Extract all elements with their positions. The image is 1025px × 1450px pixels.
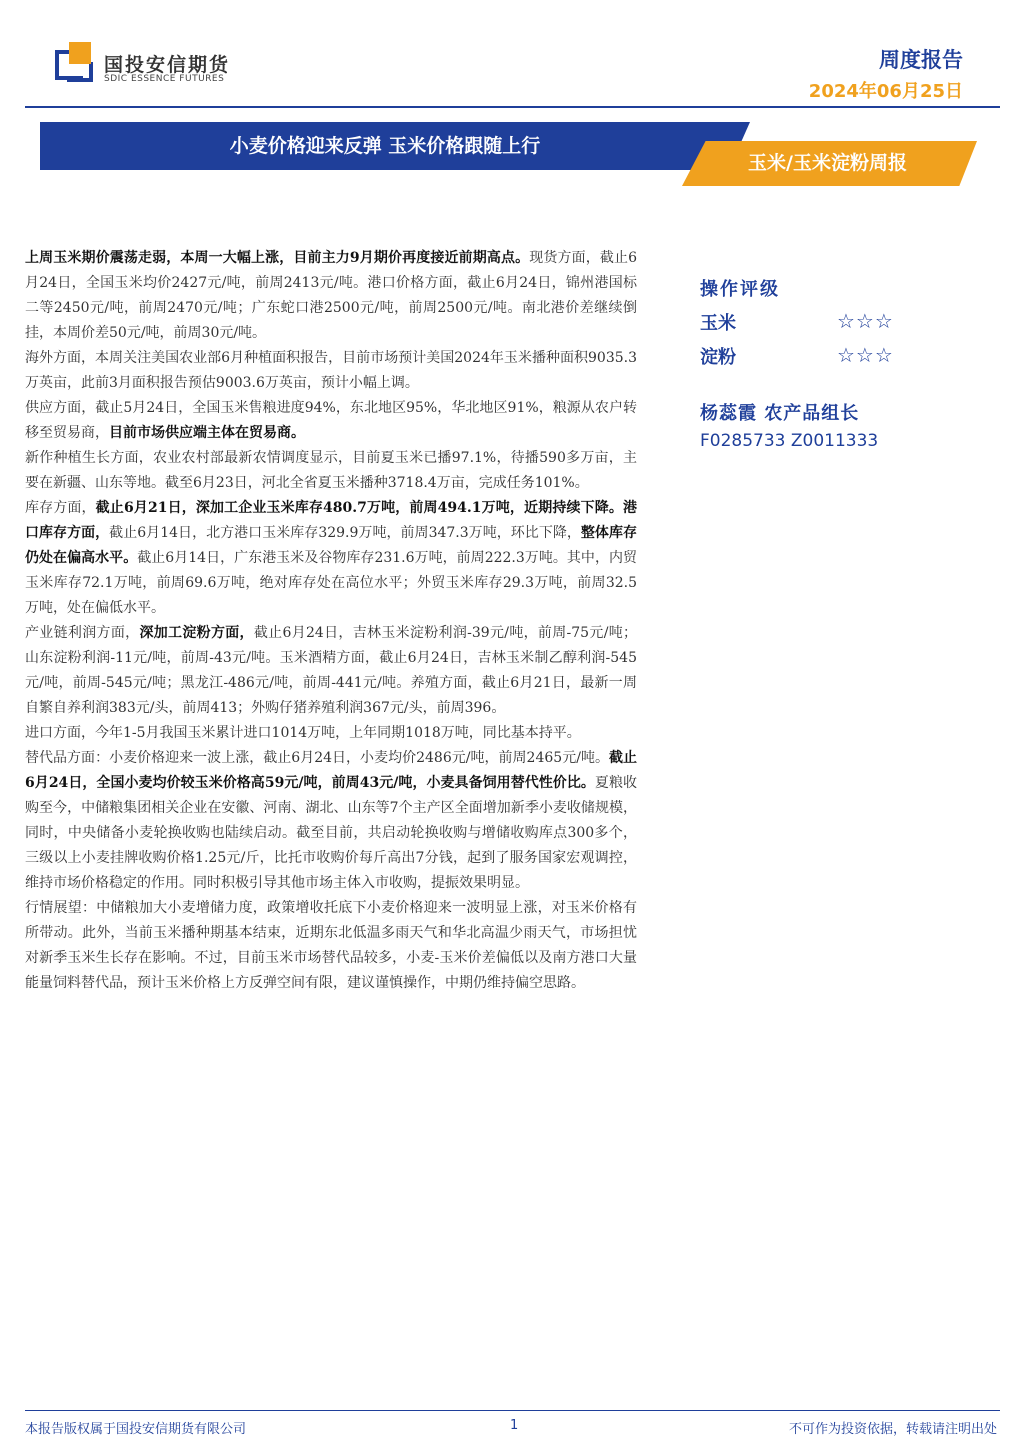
star-rating-icon: ☆☆☆ [837, 343, 894, 367]
company-logo [55, 42, 95, 82]
rating-name: 淀粉 [700, 347, 736, 368]
footer-disclaimer: 不可作为投资依据，转载请注明出处 [788, 1422, 997, 1437]
text-segment: 截止6月14日，广东港玉米及谷物库存231.6万吨，前周222.3万吨。其中，内贸玉米库存72.1万吨，前周69.6万吨，绝对库存处在高位水平；外贸玉米库存29.3万吨，前周32.5万吨，处在偏低水平。 [25, 550, 637, 616]
body-paragraph [25, 496, 637, 621]
body-paragraph [25, 896, 637, 996]
rating-row [700, 343, 960, 377]
text-segment: 供应方面，截止5月24日，全国玉米售粮进度94%，东北地区95%，华北地区91%，粮源从农户转移至贸易商， [25, 400, 637, 441]
body-paragraph [25, 346, 637, 396]
bold-text: 上周玉米期价震荡走弱，本周一大幅上涨，目前主力9月期价再度接近前期高点。 [25, 250, 530, 266]
bold-text: 截止6月21日，深加工企业玉米库存480.7万吨，前周494.1万吨，近期持续下降。港口库存方面， [25, 500, 637, 541]
rating-name: 玉米 [700, 313, 736, 334]
report-subtitle: 玉米/玉米淀粉周报 [748, 152, 907, 174]
bold-text: 目前市场供应端主体在贸易商。 [109, 425, 305, 441]
footer-copyright: 本报告版权属于国投安信期货有限公司 [25, 1422, 247, 1437]
body-paragraph [25, 721, 637, 746]
text-segment: 现货方面，截止6月24日，全国玉米均价2427元/吨，前周2413元/吨。港口价格方面，截止6月24日，锦州港国标二等2450元/吨，前周2470元/吨；广东蛇口港2500元/吨，前周2500元/吨。南北港价差继续倒挂，本周价差50元/吨，前周30元/吨。 [25, 250, 637, 341]
star-rating-icon: ☆☆☆ [837, 309, 894, 333]
body-paragraph [25, 621, 637, 721]
report-body [25, 246, 637, 996]
brand-name-en: SDIC ESSENCE FUTURES [104, 74, 225, 84]
text-segment: 截止6月24日，吉林玉米淀粉利润-39元/吨，前周-75元/吨；山东淀粉利润-11元/吨，前周-43元/吨。玉米酒精方面，截止6月24日，吉林玉米制乙醇利润-545元/吨，前周-545元/吨；黑龙江-486元/吨，前周-441元/吨。养殖方面，截止6月21日，最新一周自繁自养利润383元/头，前周413；外购仔猪养殖利润367元/头，前周396。 [25, 625, 638, 716]
text-segment: 替代品方面：小麦价格迎来一波上涨，截止6月24日，小麦均价2486元/吨，前周2465元/吨。 [25, 750, 609, 766]
body-paragraph [25, 446, 637, 496]
brand-name-cn: 国投安信期货 [104, 54, 231, 76]
bold-text: 整体库存仍处在偏高水平。 [25, 525, 637, 566]
body-paragraph [25, 746, 637, 896]
text-segment: 产业链利润方面， [25, 625, 140, 641]
bold-text: 深加工淀粉方面， [139, 625, 254, 641]
report-date: 2024年06月25日 [808, 81, 963, 102]
report-title: 小麦价格迎来反弹 玉米价格跟随上行 [229, 135, 541, 157]
bold-text: 截止6月24日，全国小麦均价较玉米价格高59元/吨，前周43元/吨，小麦具备饲用替代性价比。 [25, 750, 637, 791]
rating-panel [700, 275, 960, 451]
text-segment: 进口方面，今年1-5月我国玉米累计进口1014万吨，上年同期1018万吨，同比基本持平。 [25, 725, 581, 741]
text-segment: 库存方面， [25, 500, 96, 516]
text-segment: 行情展望：中储粮加大小麦增储力度，政策增收托底下小麦价格迎来一波明显上涨，对玉米价格有所带动。此外，当前玉米播种期基本结束，近期东北低温多雨天气和华北高温少雨天气，市场担忧对新季玉米生长存在影响。不过，目前玉米市场替代品较多，小麦-玉米价差偏低以及南方港口大量能量饲料替代品，预计玉米价格上方反弹空间有限，建议谨慎操作，中期仍维持偏空思路。 [25, 900, 637, 991]
text-segment: 夏粮收购至今，中储粮集团相关企业在安徽、河南、湖北、山东等7个主产区全面增加新季小麦收储规模，同时，中央储备小麦轮换收购也陆续启动。截至目前，共启动轮换收购与增储收购库点300多个，三级以上小麦挂牌收购价格1.25元/斤，比托市收购价每斤高出7分钱，起到了服务国家宏观调控，维持市场价格稳定的作用。同时积极引导其他市场主体入市收购，提振效果明显。 [25, 775, 637, 891]
text-segment: 海外方面，本周关注美国农业部6月种植面积报告，目前市场预计美国2024年玉米播种面积9035.3万英亩，此前3月面积报告预估9003.6万英亩，预计小幅上调。 [25, 350, 637, 391]
header-divider [25, 106, 1000, 108]
page-number: 1 [510, 1418, 519, 1433]
text-segment: 新作种植生长方面，农业农村部最新农情调度显示，目前夏玉米已播97.1%，待播590多万亩，主要在新疆、山东等地。截至6月23日，河北全省夏玉米播种3718.4万亩，完成任务101%。 [25, 450, 637, 491]
rating-row [700, 309, 960, 343]
body-paragraph [25, 396, 637, 446]
text-segment: 截止6月14日，北方港口玉米库存329.9万吨，前周347.3万吨，环比下降， [109, 525, 581, 541]
analyst-name: 杨蕊霞 农产品组长 [700, 403, 860, 424]
footer-divider [25, 1410, 1000, 1411]
analyst-license: F0285733 Z0011333 [700, 431, 879, 451]
rating-title: 操作评级 [700, 279, 780, 300]
report-type: 周度报告 [879, 48, 963, 72]
body-paragraph [25, 246, 637, 346]
